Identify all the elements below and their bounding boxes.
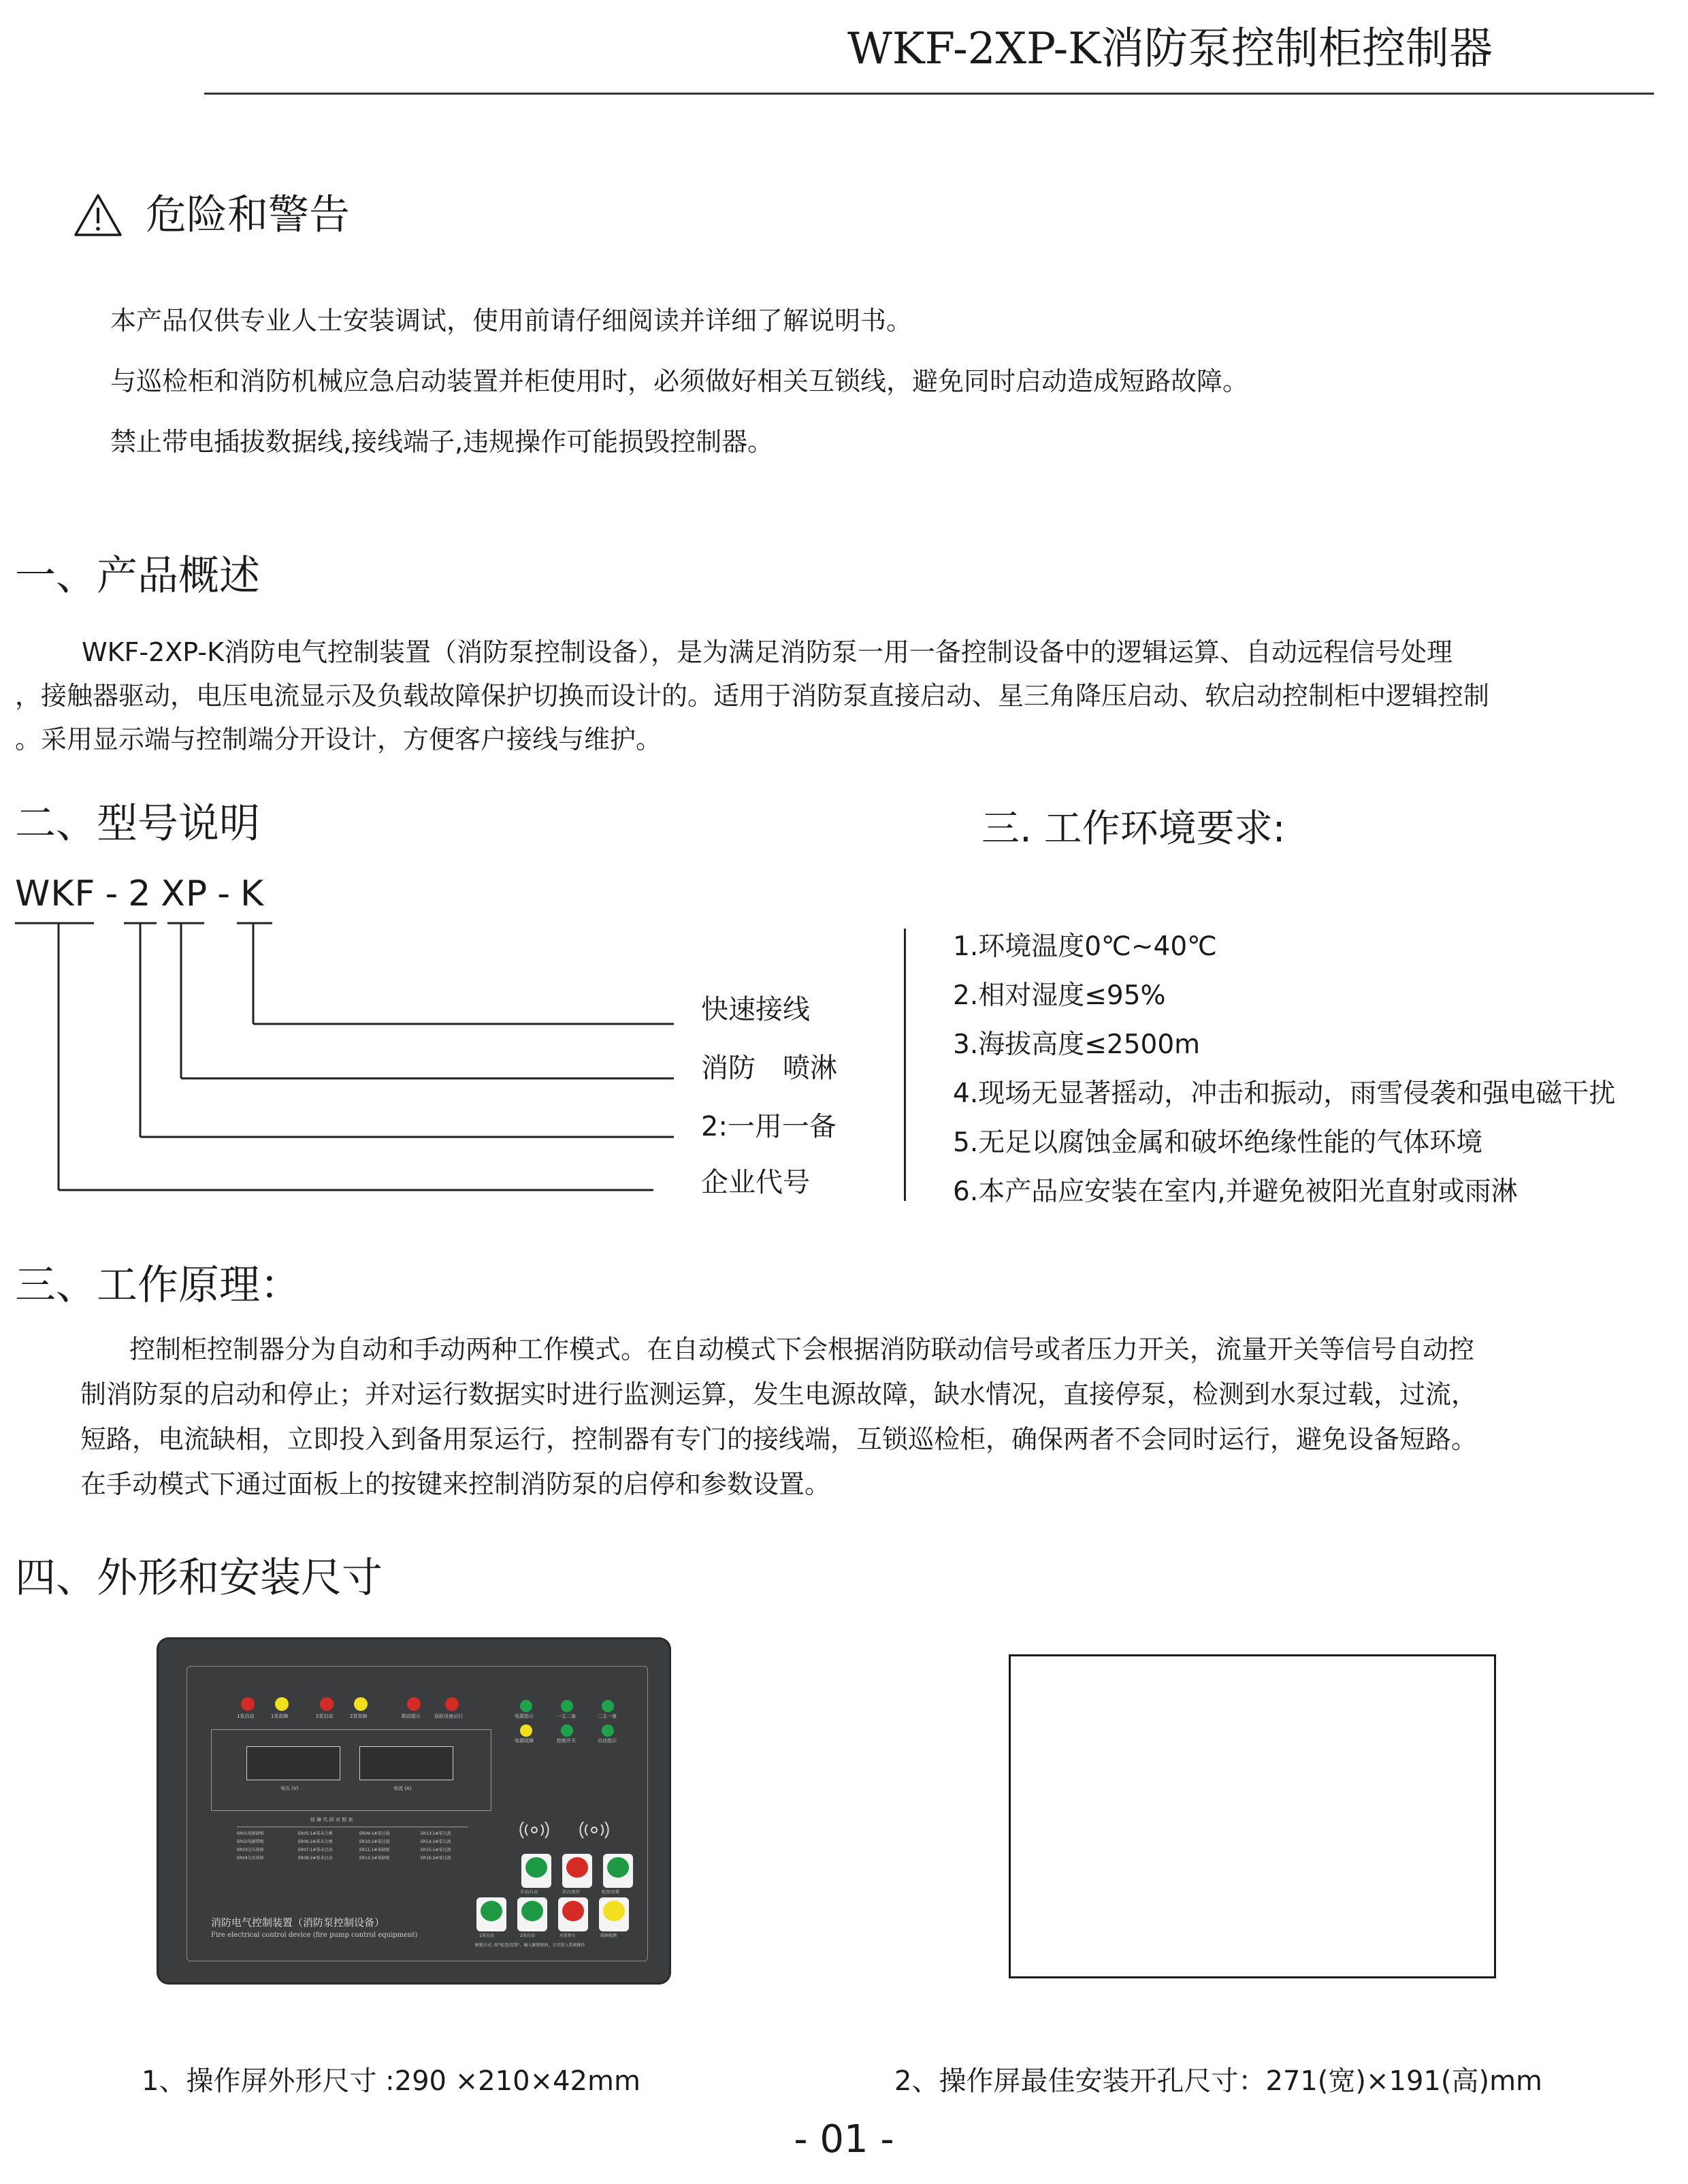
button-label: 2泵启动 — [520, 1933, 535, 1938]
fault-code: ER04欠压故障 — [237, 1856, 264, 1861]
model-label-fire-sprinkler: 消防 喷淋 — [701, 1053, 837, 1084]
overview-line: WKF-2XP-K消防电气控制装置（消防泵控制设备），是为满足消防泵一用一备控制设备中的逻辑运算、自动远程信号处理 — [82, 637, 1452, 667]
pump2-start-button[interactable] — [517, 1897, 547, 1931]
environment-item: 3.海拔高度≤2500m — [953, 1029, 1201, 1060]
model-code-part: K — [240, 873, 265, 914]
current-display — [359, 1746, 453, 1780]
led-label: 联动指示 — [402, 1714, 421, 1719]
model-label-one-duty-one-standby: 2:一用一备 — [701, 1111, 837, 1142]
fault-code: ER13:1#泵欠流 — [421, 1831, 451, 1836]
model-code-part: WKF — [15, 873, 96, 914]
led-label: 2泵启动 — [316, 1714, 334, 1719]
overview-line: 。采用显示端与控制端分开设计，方便客户接线与维护。 — [15, 724, 662, 754]
led-label: 电源故障 — [515, 1738, 534, 1744]
fault-check-button[interactable] — [599, 1897, 629, 1931]
button-label: 消音/复位 — [562, 1890, 581, 1895]
overview-line: ，接触器驱动，电压电流显示及负载故障保护切换而设计的。适用于消防泵直接启动、星三角降压启动、软启动控制柜中逻辑控制 — [15, 681, 1490, 711]
led-label: 自动指示 — [598, 1738, 617, 1744]
led-label: 巡检设备运行 — [434, 1714, 463, 1719]
led-power-fault — [520, 1724, 532, 1737]
button-label: 手动/自动 — [520, 1890, 538, 1895]
panel-name-en: Fire electrical control device (fire pump control equipment) — [211, 1931, 418, 1939]
environment-item: 6.本产品应安装在室内,并避免被阳光直射或雨淋 — [953, 1176, 1518, 1207]
environment-item: 4.现场无显著摇动，冲击和振动，雨雪侵袭和强电磁干扰 — [953, 1078, 1616, 1109]
led-inspection — [445, 1697, 459, 1711]
warning-title: 危险和警告 — [146, 191, 350, 239]
panel-footnote: 解锁方式: 按"检查/设置"，输入解锁密码，方可进入系统操作 — [475, 1943, 585, 1948]
model-code-part: - — [217, 873, 231, 914]
led-main1 — [561, 1700, 573, 1712]
overview-heading: 一、产品概述 — [15, 552, 260, 600]
button-label: 1泵启动 — [479, 1933, 494, 1938]
led-main2 — [602, 1700, 614, 1712]
fault-code: ER10:2#泵过载 — [359, 1840, 390, 1844]
principle-line: 在手动模式下通过面板上的按键来控制消防泵的启停和参数设置。 — [80, 1469, 831, 1499]
led-pump1-start — [241, 1697, 255, 1711]
voltage-label: 电压 (V) — [280, 1786, 299, 1791]
environment-heading: 三. 工作环境要求: — [981, 807, 1286, 851]
led-control-switch — [561, 1724, 573, 1737]
wireless-signal-icon — [577, 1820, 611, 1840]
led-label: 控制开关 — [557, 1738, 576, 1744]
fault-code: ER08:2#泵未启动 — [298, 1856, 333, 1861]
mute-reset-button[interactable] — [562, 1854, 592, 1888]
fault-code: ER15:1#泵过流 — [421, 1848, 451, 1852]
fault-code: ER05:1#泵未合闸 — [298, 1831, 333, 1836]
model-label-company-code: 企业代号 — [701, 1167, 810, 1198]
fault-code: ER01电源缺相 — [237, 1831, 264, 1836]
model-label-quick-wiring: 快速接线 — [701, 994, 810, 1025]
environment-item: 5.无足以腐蚀金属和破坏绝缘性能的气体环境 — [953, 1127, 1483, 1158]
principle-line: 制消防泵的启动和停止；并对运行数据实时进行监测运算，发生电源故障，缺水情况，直接停泵，检测到水泵过载，过流， — [80, 1379, 1478, 1409]
panel-size-caption: 1、操作屏外形尺寸 :290 ×210×42mm — [142, 2066, 640, 2097]
panel-name-cn: 消防电气控制装置（消防泵控制设备） — [211, 1916, 385, 1929]
principle-line: 短路，电流缺相，立即投入到备用泵运行，控制器有专门的接线端，互锁巡检柜，确保两者不会同时运行，避免设备短路。 — [80, 1424, 1478, 1454]
page-number: - 01 - — [794, 2117, 894, 2162]
check-settings-button[interactable] — [603, 1854, 633, 1888]
model-code-part: XP — [161, 873, 208, 914]
fault-table-title: 故 障 代 码 对 照 表 — [310, 1817, 353, 1822]
manual-auto-button[interactable] — [521, 1854, 551, 1888]
pump-stop-button[interactable] — [558, 1897, 588, 1931]
operation-panel-image — [157, 1637, 671, 1985]
model-leader-lines — [0, 0, 749, 1225]
environment-item: 2.相对湿度≤95% — [953, 980, 1166, 1011]
model-heading: 二、型号说明 — [15, 800, 260, 848]
led-label: 1泵启动 — [237, 1714, 255, 1719]
dimensions-heading: 四、外形和安装尺寸 — [15, 1554, 383, 1602]
warning-line: 禁止带电插拔数据线,接线端子,违规操作可能损毁控制器。 — [110, 427, 774, 457]
led-linkage — [407, 1697, 421, 1711]
model-code-part: - — [105, 873, 119, 914]
fault-code: ER14:2#泵欠流 — [421, 1840, 451, 1844]
fault-code-table — [237, 1831, 482, 1861]
fault-code: ER06:2#泵未合闸 — [298, 1840, 333, 1844]
led-label: 1泵故障 — [271, 1714, 289, 1719]
voltage-display — [246, 1746, 340, 1780]
led-power — [520, 1700, 532, 1712]
led-pump1-fault — [275, 1697, 289, 1711]
led-label: 2泵故障 — [350, 1714, 368, 1719]
fault-code: ER16:2#泵过流 — [421, 1856, 451, 1861]
fault-code: ER11:1#泵缺相 — [359, 1848, 390, 1852]
environment-divider — [904, 929, 906, 1201]
fault-code: ER09:1#泵过载 — [359, 1831, 390, 1836]
environment-item: 1.环境温度0℃~40℃ — [953, 931, 1217, 962]
button-label: 检查/设置 — [602, 1890, 620, 1895]
warning-line: 与巡检柜和消防机械应急启动装置并柜使用时，必须做好相关互锁线，避免同时启动造成短路故障。 — [110, 366, 1249, 396]
principle-line: 控制柜控制器分为自动和手动两种工作模式。在自动模式下会根据消防联动信号或者压力开关，流量开关等信号自动控 — [129, 1334, 1475, 1364]
fault-code: ER07:1#泵未启动 — [298, 1848, 333, 1852]
button-label: 水泵停止 — [559, 1933, 577, 1938]
led-auto — [602, 1724, 614, 1737]
current-label: 电流 (A) — [393, 1786, 412, 1791]
pump1-start-button[interactable] — [476, 1897, 506, 1931]
fault-code: ER03过压故障 — [237, 1848, 264, 1852]
fault-code: ER12:2#泵缺相 — [359, 1856, 390, 1861]
document-title: WKF-2XP-K消防泵控制柜控制器 — [847, 24, 1493, 74]
led-pump2-start — [320, 1697, 334, 1711]
led-label: 电源指示 — [515, 1714, 534, 1719]
wireless-signal-icon — [517, 1820, 551, 1840]
mounting-cutout-outline — [1009, 1654, 1496, 1978]
cutout-size-caption: 2、操作屏最佳安装开孔尺寸：271(宽)×191(高)mm — [894, 2066, 1543, 2097]
led-pump2-fault — [354, 1697, 368, 1711]
led-label: 一主二备 — [557, 1714, 576, 1719]
principle-heading: 三、工作原理： — [15, 1262, 301, 1309]
fault-code: ER02电源错相 — [237, 1840, 264, 1844]
warning-line: 本产品仅供专业人士安装调试，使用前请仔细阅读并详细了解说明书。 — [110, 306, 913, 336]
led-label: 二主一备 — [598, 1714, 617, 1719]
button-label: 故障检测 — [600, 1933, 617, 1938]
model-code-part: 2 — [128, 873, 152, 914]
